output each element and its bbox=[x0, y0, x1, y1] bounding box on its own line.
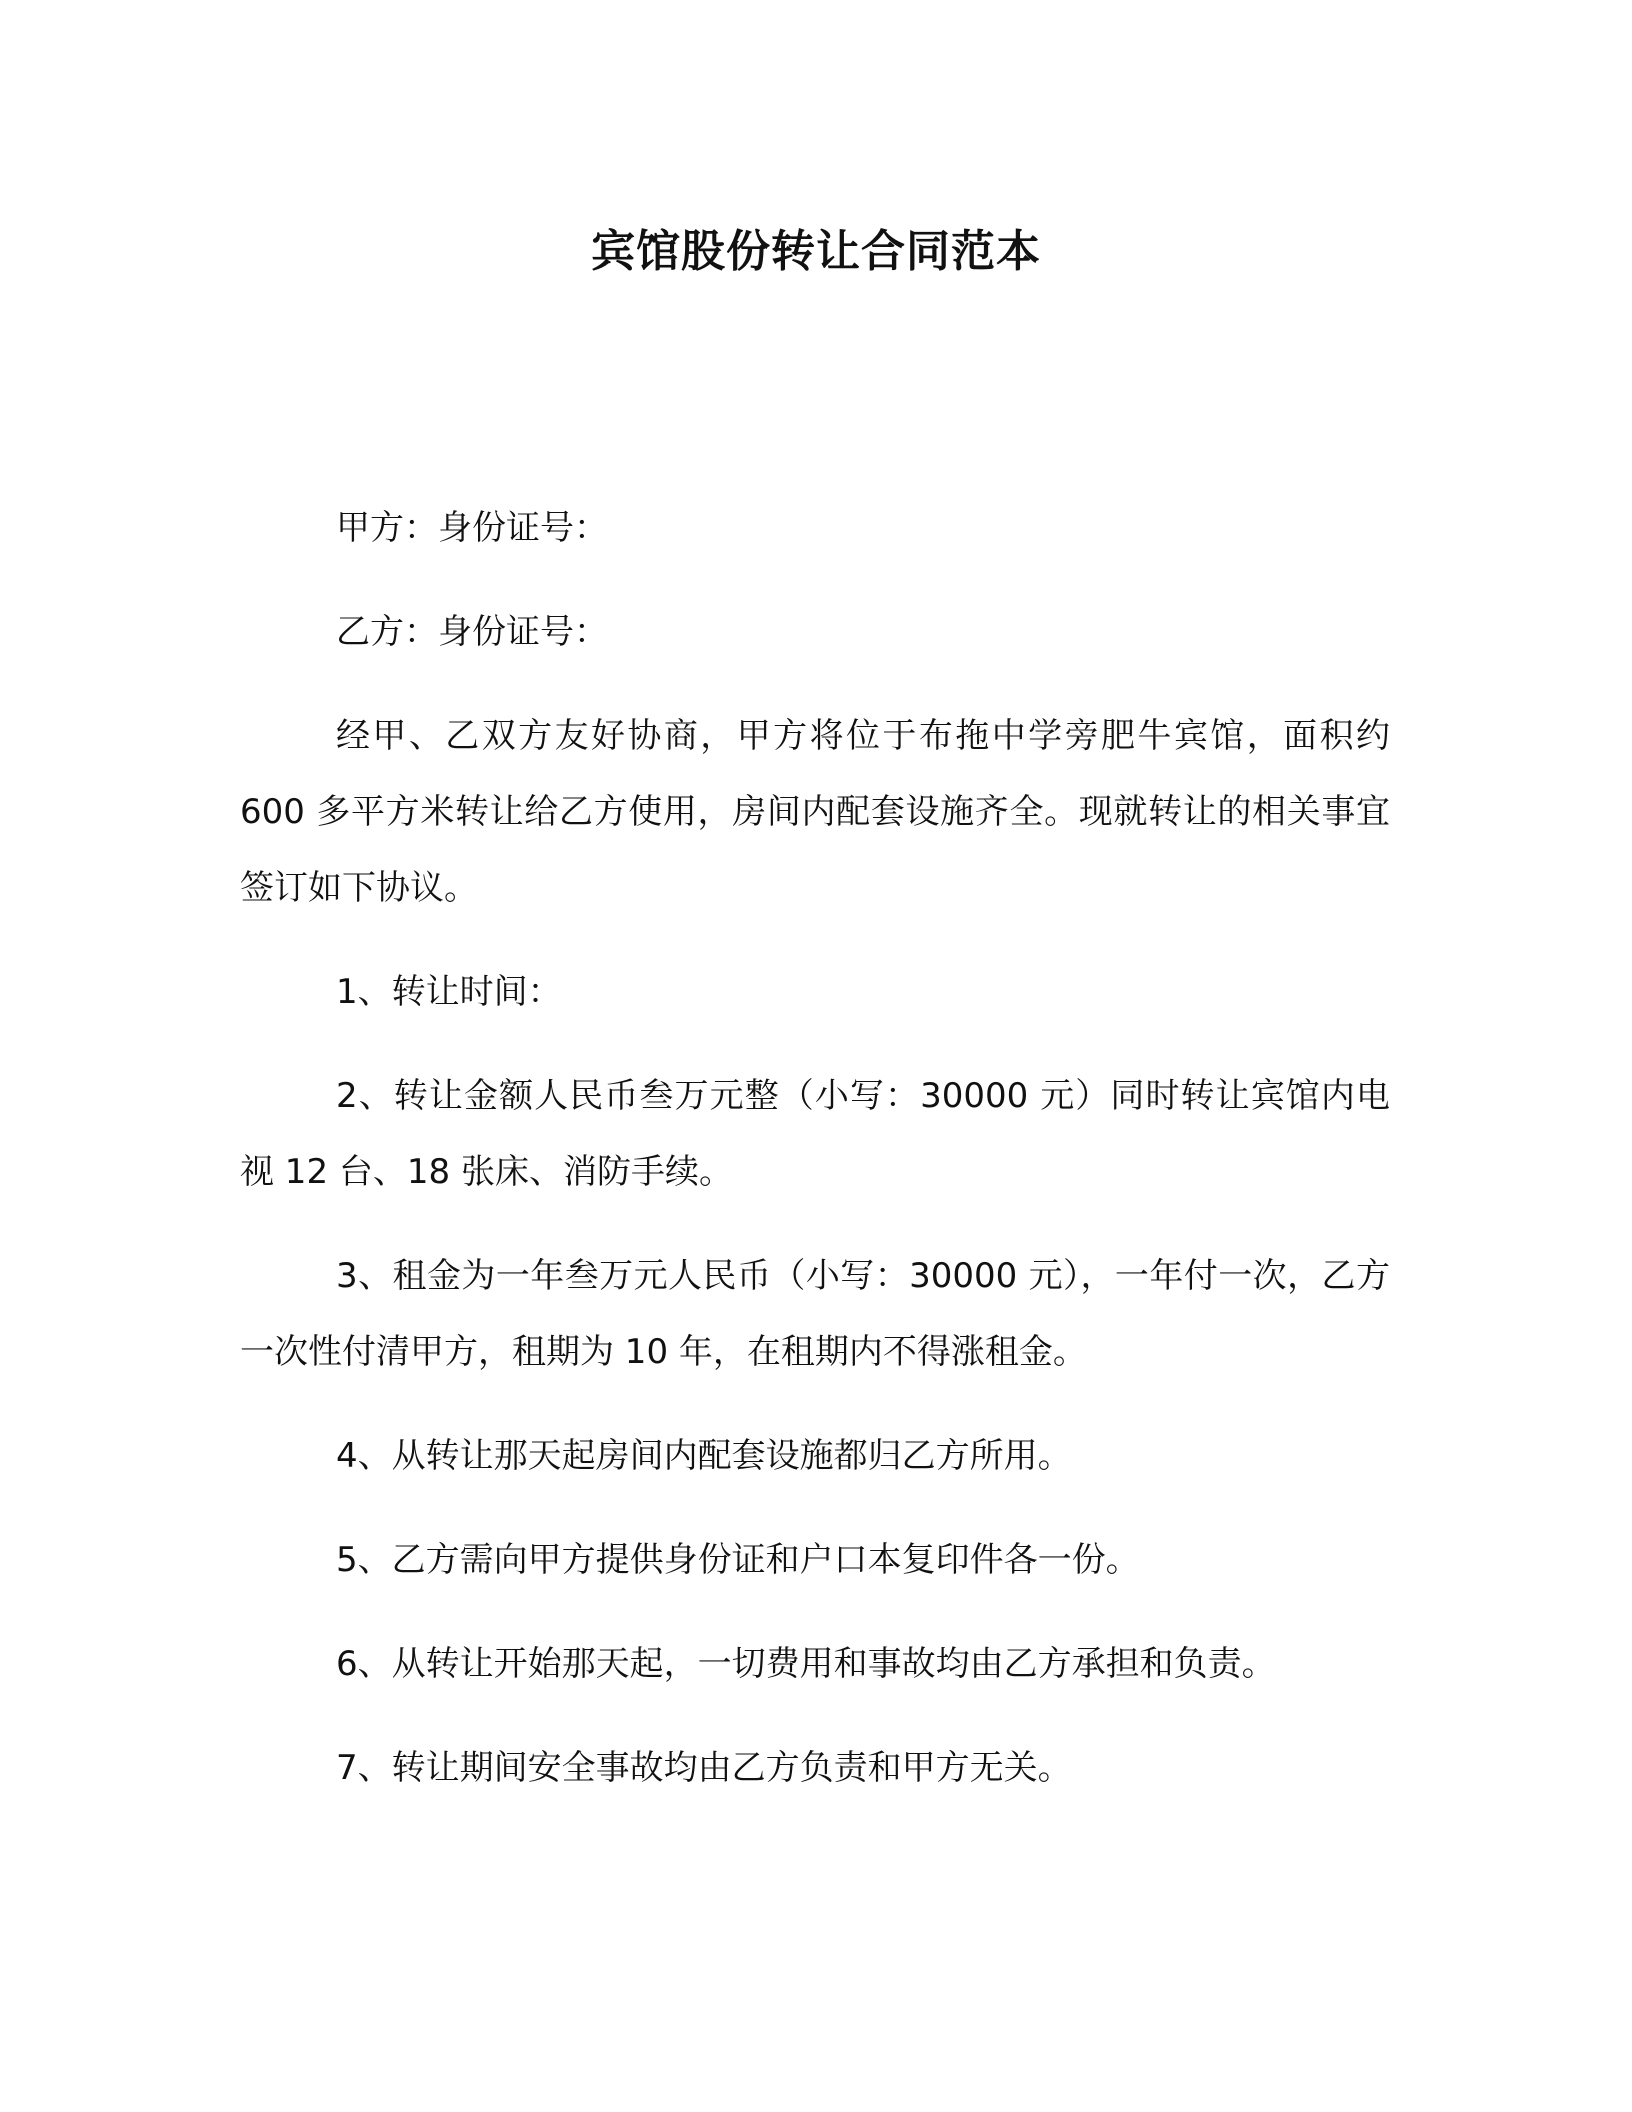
document-title: 宾馆股份转让合同范本 bbox=[591, 226, 1041, 277]
document-body bbox=[240, 490, 1390, 1834]
party-b-line: 乙方：身份证号： bbox=[336, 612, 608, 652]
clause-2: 2、转让金额人民币叁万元整（小写：30000 元）同时转让宾馆内电视 12 台、18 张床、消防手续。 bbox=[240, 1076, 1390, 1192]
clause-3: 3、租金为一年叁万元人民币（小写：30000 元），一年付一次，乙方一次性付清甲方，租期为 10 年，在租期内不得涨租金。 bbox=[240, 1256, 1390, 1372]
intro-paragraph: 经甲、乙双方友好协商，甲方将位于布拖中学旁肥牛宾馆，面积约 600 多平方米转让给乙方使用，房间内配套设施齐全。现就转让的相关事宜签订如下协议。 bbox=[240, 716, 1390, 908]
party-a-line: 甲方：身份证号： bbox=[336, 508, 608, 548]
clause-1: 1、转让时间： bbox=[336, 972, 562, 1012]
clause-6: 6、从转让开始那天起，一切费用和事故均由乙方承担和负责。 bbox=[336, 1644, 1276, 1684]
clause-4: 4、从转让那天起房间内配套设施都归乙方所用。 bbox=[336, 1436, 1072, 1476]
clause-7: 7、转让期间安全事故均由乙方负责和甲方无关。 bbox=[336, 1748, 1072, 1788]
clause-5: 5、乙方需向甲方提供身份证和户口本复印件各一份。 bbox=[336, 1540, 1140, 1580]
